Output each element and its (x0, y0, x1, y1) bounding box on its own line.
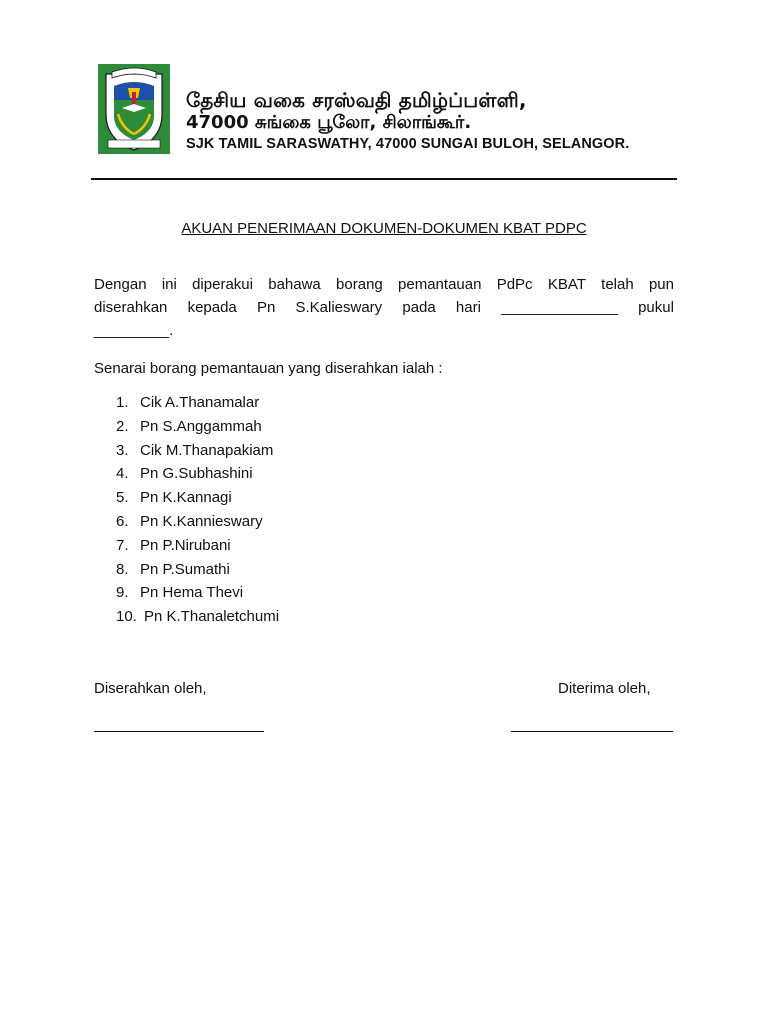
list-item (116, 462, 279, 486)
list-number: 6. (116, 512, 129, 530)
list-name: Pn Hema Thevi (140, 584, 244, 602)
word: Pn (256, 299, 276, 316)
list-item (116, 605, 279, 629)
list-intro: Senarai borang pemantauan yang diserahkan ialah : (94, 360, 443, 377)
list-number: 3. (116, 441, 129, 459)
submitted-by-label: Diserahkan oleh, (94, 680, 207, 697)
school-crest-logo (98, 64, 170, 154)
word: pada (402, 299, 436, 316)
list-name: Pn K.Kannieswary (140, 512, 263, 530)
word: ini (161, 276, 177, 293)
word: pukul (638, 299, 674, 316)
list-number: 9. (116, 584, 129, 602)
list-name: Pn S.Anggammah (140, 417, 262, 435)
school-address-tamil: 47000 சுங்கை பூலோ, சிலாங்கூர். (186, 112, 472, 133)
word: kepada (187, 299, 237, 316)
school-name-english: SJK TAMIL SARASWATHY, 47000 SUNGAI BULOH, SELANGOR. (186, 136, 630, 152)
word: borang (336, 276, 383, 293)
date-blank: ______________ (501, 299, 618, 316)
list-name: Pn K.Thanaletchumi (144, 608, 280, 626)
list-item (116, 415, 279, 439)
declaration-line-3: _________. (94, 322, 174, 339)
list-item (116, 558, 279, 582)
word: pun (648, 276, 674, 293)
word: S.Kalieswary (295, 299, 383, 316)
list-item (116, 510, 279, 534)
word: Dengan (94, 276, 147, 293)
document-title: AKUAN PENERIMAAN DOKUMEN-DOKUMEN KBAT PDPC (181, 220, 587, 237)
declaration-paragraph (94, 273, 674, 342)
list-item (116, 439, 279, 463)
word: telah (601, 276, 634, 293)
received-by-signature-line (511, 731, 673, 732)
list-number: 7. (116, 536, 129, 554)
list-name: Pn K.Kannagi (140, 489, 232, 507)
list-number: 1. (116, 394, 129, 411)
list-item (116, 391, 279, 415)
form-list (116, 391, 279, 629)
list-number: 10. (116, 608, 137, 626)
list-number: 5. (116, 489, 129, 507)
list-item (116, 486, 279, 510)
word: bahawa (268, 276, 321, 293)
word: pemantauan (398, 276, 482, 293)
list-name: Pn P.Nirubani (140, 536, 231, 554)
list-number: 4. (116, 465, 129, 483)
word: KBAT (547, 276, 586, 293)
school-name-tamil: தேசிய வகை சரஸ்வதி தமிழ்ப்பள்ளி, (186, 88, 527, 112)
list-number: 8. (116, 560, 129, 578)
received-by-label: Diterima oleh, (558, 680, 651, 697)
declaration-line-2 (94, 296, 674, 319)
word: diperakui (192, 276, 253, 293)
list-name: Cik A.Thanamalar (140, 394, 260, 411)
declaration-line-1 (94, 273, 674, 296)
list-number: 2. (116, 417, 129, 435)
list-item (116, 534, 279, 558)
word: PdPc (496, 276, 533, 293)
header-divider (91, 178, 677, 180)
submitted-by-signature-line (94, 731, 264, 732)
word: diserahkan (94, 299, 168, 316)
list-name: Pn P.Sumathi (140, 560, 230, 578)
list-name: Cik M.Thanapakiam (140, 441, 274, 459)
list-name: Pn G.Subhashini (140, 465, 253, 483)
list-item (116, 581, 279, 605)
word: hari (455, 299, 481, 316)
